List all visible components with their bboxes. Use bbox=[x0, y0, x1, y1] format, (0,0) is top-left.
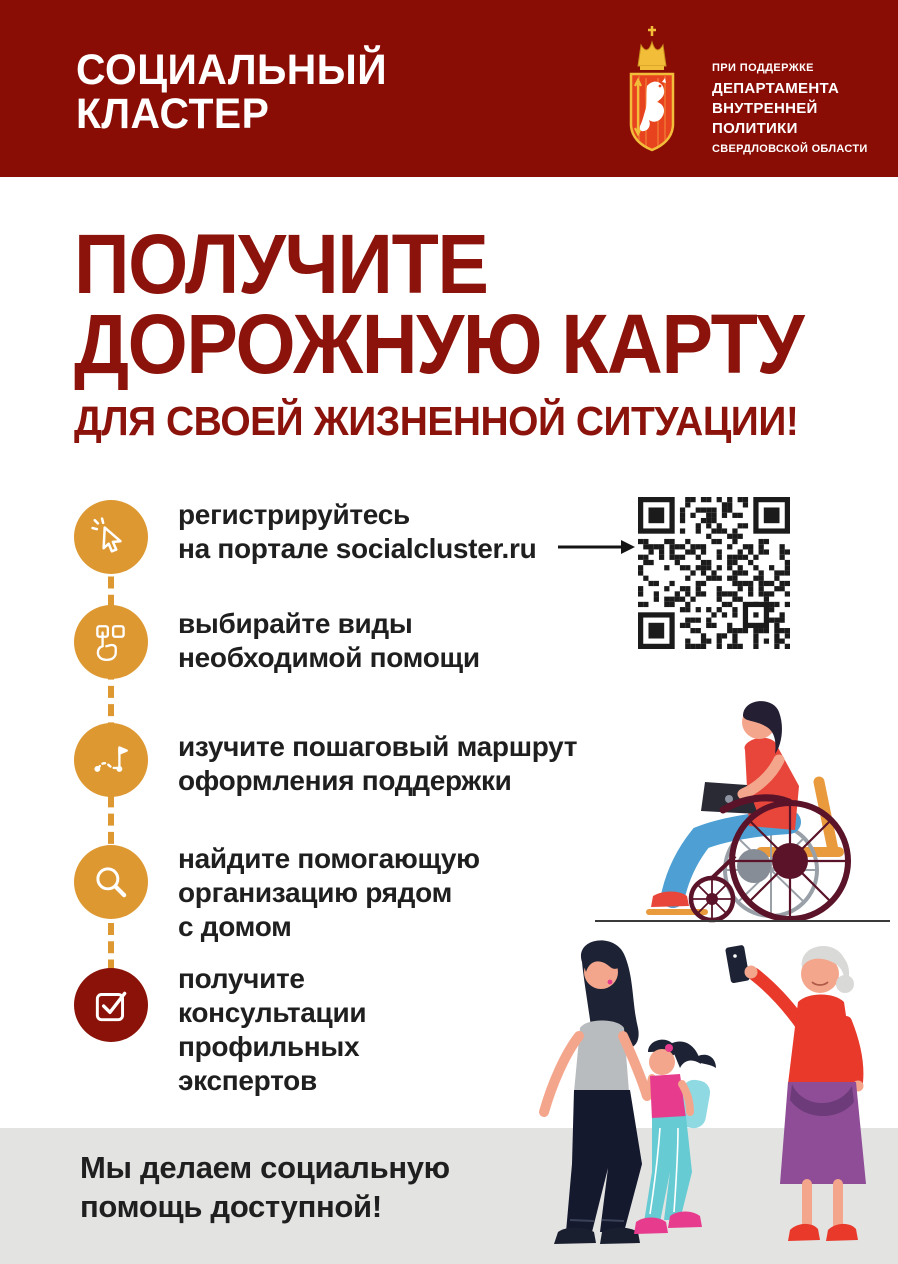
page-title-line2: ДОРОЖНУЮ КАРТУ bbox=[74, 297, 804, 391]
arrow-right-icon bbox=[556, 537, 636, 557]
cursor-click-icon bbox=[90, 516, 132, 558]
supported-by-line: ВНУТРЕННЕЙ bbox=[712, 100, 818, 117]
step-4-circle bbox=[74, 845, 148, 919]
supported-by-line: ДЕПАРТАМЕНТА bbox=[712, 80, 840, 97]
step-1-text bbox=[178, 498, 536, 566]
brand-title bbox=[76, 48, 387, 136]
supported-by-block bbox=[712, 62, 868, 155]
supported-by-line: ПОЛИТИКИ bbox=[712, 120, 798, 137]
step-5-line: консультации bbox=[178, 997, 367, 1028]
step-4-line: найдите помогающую bbox=[178, 843, 480, 874]
tap-choice-icon bbox=[90, 621, 132, 663]
step-1-line: на портале socialcluster.ru bbox=[178, 533, 537, 564]
step-4-line: с домом bbox=[178, 911, 292, 942]
sverdlovsk-coat-of-arms-icon bbox=[616, 22, 688, 154]
step-5-text bbox=[178, 962, 366, 1098]
step-2-line: выбирайте виды bbox=[178, 608, 413, 639]
page-title bbox=[74, 217, 804, 391]
magnifier-icon bbox=[90, 861, 132, 903]
step-5-line: получите bbox=[178, 963, 305, 994]
supported-by-line: СВЕРДЛОВСКОЙ ОБЛАСТИ bbox=[712, 143, 868, 155]
step-1-circle bbox=[74, 500, 148, 574]
step-5-line: экспертов bbox=[178, 1065, 317, 1096]
step-3-text bbox=[178, 730, 577, 798]
footer-slogan-line: Мы делаем социальную bbox=[80, 1150, 450, 1185]
step-2-line: необходимой помощи bbox=[178, 642, 480, 673]
step-5-circle bbox=[74, 968, 148, 1042]
qr-code bbox=[638, 497, 790, 649]
step-1-line: регистрируйтесь bbox=[178, 499, 410, 530]
supported-by-line: ПРИ ПОДДЕРЖКЕ bbox=[712, 62, 814, 74]
header-banner bbox=[0, 0, 898, 177]
brand-title-line2: КЛАСТЕР bbox=[76, 90, 270, 138]
step-3-line: оформления поддержки bbox=[178, 765, 512, 796]
page-subtitle: ДЛЯ СВОЕЙ ЖИЗНЕННОЙ СИТУАЦИИ! bbox=[74, 398, 799, 444]
route-flag-icon bbox=[90, 739, 132, 781]
step-2-text bbox=[178, 607, 480, 675]
step-4-line: организацию рядом bbox=[178, 877, 452, 908]
person-in-wheelchair-with-laptop-illustration bbox=[593, 690, 893, 926]
page-title-line1: ПОЛУЧИТЕ bbox=[74, 217, 488, 311]
step-5-line: профильных bbox=[178, 1031, 360, 1062]
step-2-circle bbox=[74, 605, 148, 679]
brand-title-line1: СОЦИАЛЬНЫЙ bbox=[76, 46, 388, 94]
checkbox-icon bbox=[90, 984, 132, 1026]
footer-slogan bbox=[80, 1148, 450, 1226]
footer-slogan-line: помощь доступной! bbox=[80, 1189, 382, 1224]
step-4-text bbox=[178, 842, 480, 944]
family-mother-child-grandmother-illustration bbox=[502, 932, 894, 1262]
step-3-circle bbox=[74, 723, 148, 797]
step-3-line: изучите пошаговый маршрут bbox=[178, 731, 578, 762]
